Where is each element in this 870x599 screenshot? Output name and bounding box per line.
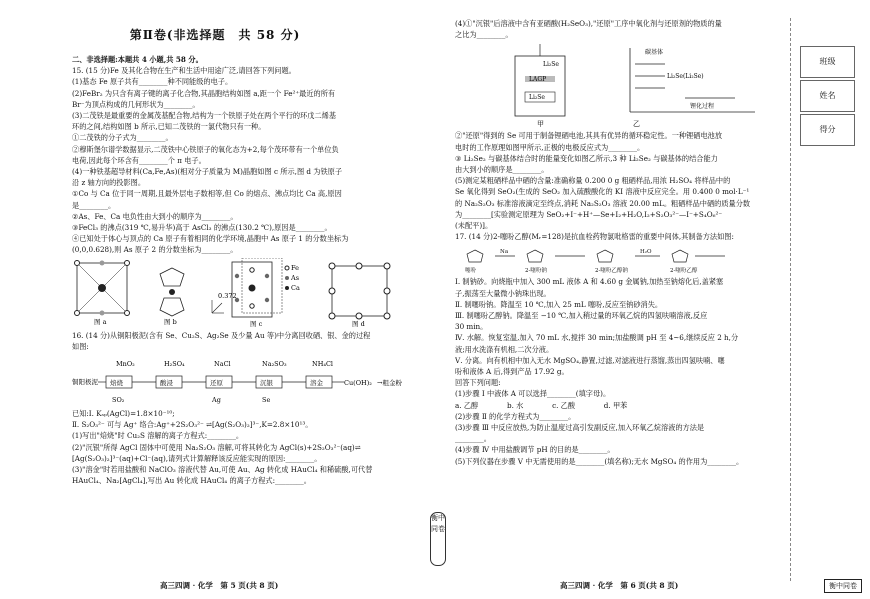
fig-c-caption: 图 c: [250, 319, 263, 328]
text-line: (5)下列仪器在步骤 Ⅴ 中无需使用的是________(填名称);无水 MgSO₄ 的作用为________。: [455, 456, 744, 466]
text-line: ②As、Fe、Ca 电负性由大到小的顺序为________。: [72, 211, 238, 221]
yi-caption: 乙: [633, 120, 640, 129]
text-line: (2)"沉银"所得 AgCl 固体中可使用 Na₂S₂O₃ 溶解,可将其转化为 AgCl(s)+2S₂O₃²⁻(aq)⇌: [72, 442, 361, 452]
byproduct-gas: SO₂: [112, 396, 125, 405]
text-line: 17. (14 分)2-噻吩乙醇(Mᵣ=128)是抗血栓药物氯吡格雷的重要中间体,其制备方法如图:: [455, 232, 734, 242]
text-line: ④已知处于体心与顶点的 Ca 原子有着相同的化学环境,晶胞中 As 原子 1 的分数坐标为: [72, 234, 349, 244]
question-17: [455, 231, 800, 242]
part-title: 第Ⅱ卷(非选择题 共 58 分): [129, 28, 301, 42]
yi-carbon-label: 碳基体: [645, 49, 664, 57]
text-line: Ⅱ. 制噻吩钠。降温至 10 ℃,加入 25 mL 噻吩,反应至钠砂消失。: [455, 299, 663, 309]
seal-stamp: 衡中同卷: [430, 512, 446, 566]
flow-end: →粗金粉: [377, 379, 402, 388]
text-line: ①二茂铁的分子式为________。: [72, 133, 173, 143]
flow-step-3: 还原: [210, 379, 223, 388]
legend-as: As: [291, 273, 300, 282]
page6-column: [455, 18, 800, 573]
yi-layer-label: Li₂Se(Li₂Se): [667, 73, 704, 81]
text-line: Se 氧化得到 SeO₂(生成的 SeO₂ 加入硫酸酸化的 KI 溶液中反应完全。用 0.400 0 mol·L⁻¹: [455, 187, 750, 197]
text-line: Ⅱ. S₂O₃²⁻ 可与 Ag⁺ 络合:Ag⁺+2S₂O₃²⁻ ⇌[Ag(S₂O₃)₂]³⁻,K=2.8×10¹³。: [72, 420, 313, 430]
question-17-part-b: [455, 276, 800, 466]
dimension-label: 0.372: [218, 291, 237, 300]
name-box[interactable]: 姓名: [800, 80, 855, 112]
text-line: (4)一种铁基超导材料(Ca,Fe,As)(相对分子质量为 M)晶胞如图 c 所示,图 d 为铁原子: [72, 167, 343, 177]
text-line: 回答下列问题:: [455, 378, 501, 388]
figure-a-crystal: [75, 260, 130, 315]
text-line: 吩和液体 A 后,得到产品 17.92 g。: [455, 367, 569, 377]
figure-row-q15: [72, 258, 424, 328]
text-line: a. 乙醇 b. 水 c. 乙酸 d. 甲苯: [455, 400, 628, 410]
text-line: (3)二茂铁是最重要的金属茂基配合物,结构为一个铁原子处在两个平行的环戊二烯基: [72, 111, 337, 121]
text-line: ②穆斯堡尔谱学数据显示,二茂铁中心铁原子的氧化态为+2,每个茂环带有一个单位负: [72, 144, 339, 154]
jia-top-label: Li₂Se: [543, 61, 559, 69]
text-line: (5)测定某粗硒样品中硒的含量:准确称量 0.200 0 g 粗硒样品,用浓 H₂SO₄ 将样品中的: [455, 176, 731, 186]
yi-arrow-label: 锂化过程: [690, 103, 715, 111]
reagent-1: MnO₂: [116, 360, 135, 369]
text-line: Ⅰ. 制钠砂。向烧瓶中加入 300 mL 液体 A 和 4.60 g 金属钠,加热至钠熔化后,盖紧塞: [455, 277, 724, 287]
text-line: (1)写出"焙烧"时 Cu₂S 溶解的离子方程式:________。: [72, 431, 244, 441]
flow-output: Cu(OH)₂: [344, 379, 372, 388]
flow-step-4: 沉银: [260, 379, 273, 388]
text-line: ②"还原"得到的 Se 可用于制备锂硒电池,其具有优异的循环稳定性。一种锂硒电池放: [455, 131, 723, 141]
text-line: (4)步骤 Ⅳ 中用盐酸调节 pH 的目的是________。: [455, 445, 615, 455]
text-line: (3)步骤 Ⅲ 中反应放热,为防止温度过高引发副反应,加入环氧乙烷溶液的方法是: [455, 423, 705, 433]
text-line: 环的之间,结构如图 b 所示,已知二茂铁的一氯代物只有一种。: [72, 122, 266, 132]
fig-d-caption: 图 d: [352, 319, 365, 328]
text-line: (1)基态 Fe 原子共有________种不同能级的电子。: [72, 77, 233, 87]
question-16: [72, 330, 424, 352]
question-15: [72, 65, 424, 255]
text-line: (3)"溶金"时若用盐酸和 NaClO₃ 溶液代替 Au,可使 Au、Ag 转化成 HAuCl₄ 和稀硫酸,可代替: [72, 465, 373, 475]
compound-d-label: 2-噻吩乙醇: [670, 268, 698, 275]
reagent-3: NaCl: [214, 360, 231, 369]
text-line: 为________[实验测定原理为 SeO₂+I⁻+H⁺—Se+I₂+H₂O,I₂+S₂O₃²⁻—I⁻+S₄O₆²⁻: [455, 209, 723, 219]
reagent-4: Na₂SO₃: [262, 360, 287, 369]
byproduct-ag: Ag: [212, 396, 221, 405]
text-line: ________。: [455, 434, 491, 444]
text-line: Br⁻为顶点构成的几何形状为________。: [72, 99, 200, 109]
text-line: Ⅴ. 分离。向有机相中加入无水 MgSO₄,静置,过滤,对滤液进行蒸馏,蒸出四氢呋喃、噻: [455, 355, 725, 365]
text-line: 如图:: [72, 341, 89, 351]
jia-plate-label: LAGP: [529, 76, 547, 84]
text-line: (1)步骤 Ⅰ 中液体 A 可以选择________(填字母)。: [455, 389, 611, 399]
text-line: 电时的工作原理如图甲所示,正极的电极反应式为________。: [455, 142, 645, 152]
text-line: 的 Na₂S₂O₃ 标准溶液滴定至终点,消耗 Na₂S₂O₃ 溶液 20.00 mL。粗硒样品中硒的质量分数: [455, 198, 751, 208]
text-line: ①Co 与 Ca 位于同一周期,且最外层电子数相等,但 Co 的熔点、沸点均比 Ca 高,原因: [72, 189, 342, 199]
battery-figures: [455, 42, 800, 128]
synthesis-scheme: [455, 244, 800, 274]
class-box[interactable]: 班级: [800, 46, 855, 78]
question-16-part-d: [455, 130, 800, 231]
text-line: Ⅲ. 制噻吩乙醇钠。降温至 −10 ℃,加入稍过量的环氧乙烷的四氢呋喃溶液,反应: [455, 311, 708, 321]
compound-a-label: 噻吩: [465, 268, 477, 275]
figure-d-projection: [329, 263, 390, 319]
flow-step-1: 焙烧: [110, 379, 123, 388]
jia-caption: 甲: [537, 120, 544, 129]
figure-jia-cell: [515, 44, 565, 128]
text-line: (0,0,0.628),则 As 原子 2 的分数坐标为________。: [72, 245, 238, 255]
reagent-water: H₂O: [640, 249, 652, 256]
text-line: 液;用水洗涤有机相,二次分液。: [455, 344, 554, 354]
flow-step-5: 溶金: [310, 379, 323, 388]
text-line: (2)FeBr₂ 为只含有离子键的离子化合物,其晶胞结构如图 a,距一个 Fe²⁺最近的所有: [72, 88, 336, 98]
text-line: 电荷,因此每个环含有________个 π 电子。: [72, 155, 206, 165]
figure-c-unit-cell: [212, 258, 289, 317]
legend-fe: Fe: [291, 263, 300, 272]
brand-stamp: 衡中同卷: [824, 579, 862, 593]
fig-a-caption: 图 a: [94, 317, 107, 326]
reagent-2: H₂SO₄: [164, 360, 185, 369]
question-16-part-c: [455, 18, 800, 40]
figure-b-ferrocene: [160, 268, 184, 316]
reagent-na: Na: [500, 249, 509, 256]
text-line: 沿 z 轴方向的投影图。: [72, 178, 146, 188]
text-line: 由大到小的顺序是________。: [455, 165, 549, 175]
flow-diagram-q16: [72, 354, 424, 406]
text-line: 是________。: [72, 200, 116, 210]
reagent-5: NH₄Cl: [312, 360, 334, 369]
score-box[interactable]: 得分: [800, 114, 855, 146]
text-line: (4)①"沉银"后溶液中含有亚硒酸(H₂SeO₃),"还原"工序中氧化剂与还原剂的物质的量: [455, 19, 722, 28]
binding-line: [790, 18, 791, 581]
text-line: ③FeCl₃ 的沸点(319 ℃,易升华)高于 AsCl₃ 的沸点(130.2 ℃),原因是________。: [72, 223, 332, 233]
text-line: [Ag(S₂O₃)₂]³⁻(aq)+Cl⁻(aq),请列式计算解释该反应能实现的原因:________。: [72, 453, 322, 463]
text-line: HAuCl₄、Na₂[AgCl₄],写出 Au 转化成 HAuCl₄ 的离子方程式:________。: [72, 476, 311, 486]
figure-yi-energy: [630, 48, 755, 128]
fig-b-caption: 图 b: [164, 317, 177, 326]
text-line: 子,振荡至大量微小钠珠出现。: [455, 288, 551, 298]
text-line: 之比为________。: [455, 30, 513, 40]
question-16-part-b: [72, 408, 424, 486]
section-heading: 二、非选择题:本题共 4 小题,共 58 分。: [72, 55, 203, 64]
flow-step-2: 酸浸: [160, 379, 173, 388]
text-line: (2)步骤 Ⅱ 的化学方程式为________。: [455, 411, 576, 421]
text-line: 16. (14 分)从铜阳极泥(含有 Se、Cu₂S、Ag₂Se 及少量 Au 等)中分离回收硒、银、金的过程: [72, 330, 371, 340]
info-boxes: [800, 46, 855, 148]
jia-bottom-label: Li₂Se: [529, 94, 545, 102]
flow-start: 铜阳极泥: [72, 378, 98, 387]
compound-c-label: 2-噻吩乙醇钠: [595, 268, 628, 275]
text-line: Ⅳ. 水解。恢复室温,加入 70 mL 水,搅拌 30 min;加盐酸调 pH 至 4~6,继续反应 2 h,分: [455, 333, 739, 343]
footer-page-6: 高三四调 · 化学 第 6 页(共 8 页): [560, 581, 679, 590]
byproduct-se: Se: [262, 396, 271, 405]
text-line: 15. (15 分)Fe 及其化合物在生产和生活中用途广泛,请回答下列问题。: [72, 66, 296, 76]
text-line: 30 min。: [455, 322, 488, 332]
text-line: ③ Li₂Se₂ 与碳基体结合时的能量变化如图乙所示,3 种 Li₂Se₂ 与碳基体的结合能力: [455, 153, 718, 163]
compound-b-label: 2-噻吩钠: [525, 268, 547, 275]
page5-column: [72, 54, 424, 574]
text-line: 已知:Ⅰ. Kₛₚ(AgCl)=1.8×10⁻¹⁰;: [72, 409, 175, 419]
page-5: [0, 0, 430, 599]
legend-ca: Ca: [291, 283, 300, 292]
text-line: (未配平)]。: [455, 221, 493, 231]
footer-page-5: 高三四调 · 化学 第 5 页(共 8 页): [160, 581, 279, 590]
